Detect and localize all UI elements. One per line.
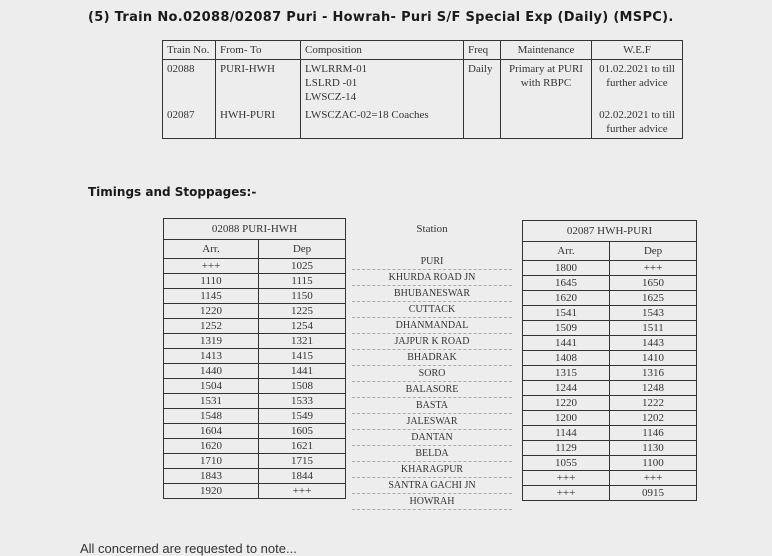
arrival-time: 1408 <box>523 351 610 366</box>
departure-time: 1621 <box>259 439 346 454</box>
down-title-row <box>164 219 346 240</box>
departure-time: 0915 <box>610 486 697 501</box>
arrival-time: +++ <box>164 259 259 274</box>
header-maintenance: Maintenance <box>501 41 592 60</box>
station-name: DHANMANDAL <box>352 318 512 334</box>
from-to-cell: HWH-PURI <box>216 106 301 139</box>
table-row <box>164 334 346 349</box>
composition-header-row <box>163 41 683 60</box>
departure-time: +++ <box>610 471 697 486</box>
departure-time: 1115 <box>259 274 346 289</box>
up-subheader-row <box>523 242 697 261</box>
arrival-time: +++ <box>523 471 610 486</box>
header-composition: Composition <box>301 41 464 60</box>
train-no-cell: 02088 <box>163 60 216 107</box>
station-name: JALESWAR <box>352 414 512 430</box>
departure-time: 1316 <box>610 366 697 381</box>
table-row <box>164 349 346 364</box>
departure-time: 1222 <box>610 396 697 411</box>
departure-time: 1549 <box>259 409 346 424</box>
freq-cell: Daily <box>464 60 501 139</box>
table-row <box>164 484 346 499</box>
table-row <box>523 351 697 366</box>
composition-line: LWLRRM-01 <box>305 63 368 75</box>
table-row <box>164 259 346 274</box>
station-name: CUTTACK <box>352 302 512 318</box>
arrival-time: 1441 <box>523 336 610 351</box>
arrival-time: 1144 <box>523 426 610 441</box>
departure-time: 1511 <box>610 321 697 336</box>
down-subheader-row <box>164 240 346 259</box>
station-name: JAJPUR K ROAD <box>352 334 512 350</box>
departure-time: 1605 <box>259 424 346 439</box>
train-no-cell: 02087 <box>163 106 216 139</box>
departure-time: 1533 <box>259 394 346 409</box>
table-row <box>523 471 697 486</box>
station-column <box>352 218 512 510</box>
arrival-time: 1604 <box>164 424 259 439</box>
arrival-time: 1413 <box>164 349 259 364</box>
arrival-time: 1440 <box>164 364 259 379</box>
header-wef: W.E.F <box>592 41 683 60</box>
down-timings-table <box>163 218 346 499</box>
arrival-time: 1252 <box>164 319 259 334</box>
arrival-time: 1145 <box>164 289 259 304</box>
table-row <box>523 336 697 351</box>
arrival-time: 1531 <box>164 394 259 409</box>
arrival-time: 1620 <box>164 439 259 454</box>
table-row <box>523 486 697 501</box>
departure-time: 1130 <box>610 441 697 456</box>
departure-time: 1202 <box>610 411 697 426</box>
departure-time: 1146 <box>610 426 697 441</box>
departure-time: 1441 <box>259 364 346 379</box>
departure-time: 1650 <box>610 276 697 291</box>
departure-time: 1025 <box>259 259 346 274</box>
arr-header: Arr. <box>523 242 610 261</box>
section-heading: (5) Train No.02088/02087 Puri - Howrah- Puri S/F Special Exp (Daily) (MSPC). <box>88 10 674 25</box>
table-row <box>164 409 346 424</box>
arrival-time: 1843 <box>164 469 259 484</box>
arrival-time: 1800 <box>523 261 610 276</box>
station-name: BELDA <box>352 446 512 462</box>
arr-header: Arr. <box>164 240 259 259</box>
maintenance-cell: Primary at PURI with RBPC <box>501 60 592 139</box>
timings-heading: Timings and Stoppages:- <box>88 185 257 199</box>
composition-row <box>163 60 683 107</box>
table-row <box>523 261 697 276</box>
station-name: BHADRAK <box>352 350 512 366</box>
station-name: BASTA <box>352 398 512 414</box>
composition-cell <box>301 106 464 139</box>
table-row <box>523 306 697 321</box>
table-row <box>164 439 346 454</box>
station-name: BALASORE <box>352 382 512 398</box>
wef-cell: 02.02.2021 to till further advice <box>592 106 683 139</box>
departure-time: 1415 <box>259 349 346 364</box>
departure-time: 1321 <box>259 334 346 349</box>
departure-time: 1844 <box>259 469 346 484</box>
departure-time: 1254 <box>259 319 346 334</box>
arrival-time: 1200 <box>523 411 610 426</box>
station-name: SANTRA GACHI JN <box>352 478 512 494</box>
arrival-time: 1710 <box>164 454 259 469</box>
arrival-time: 1548 <box>164 409 259 424</box>
station-name: SORO <box>352 366 512 382</box>
station-name: KHURDA ROAD JN <box>352 270 512 286</box>
table-row <box>523 366 697 381</box>
composition-row <box>163 106 683 139</box>
arrival-time: 1509 <box>523 321 610 336</box>
dep-header: Dep <box>259 240 346 259</box>
arrival-time: 1541 <box>523 306 610 321</box>
table-row <box>523 321 697 336</box>
dep-header: Dep <box>610 242 697 261</box>
table-row <box>523 276 697 291</box>
arrival-time: +++ <box>523 486 610 501</box>
composition-cell <box>301 60 464 107</box>
composition-line: LWSCZ-14 <box>305 91 357 103</box>
table-row <box>164 319 346 334</box>
header-freq: Freq <box>464 41 501 60</box>
table-row <box>164 454 346 469</box>
arrival-time: 1129 <box>523 441 610 456</box>
departure-time: +++ <box>259 484 346 499</box>
table-row <box>164 424 346 439</box>
departure-time: 1248 <box>610 381 697 396</box>
arrival-time: 1920 <box>164 484 259 499</box>
table-row <box>523 411 697 426</box>
header-train-no: Train No. <box>163 41 216 60</box>
departure-time: 1625 <box>610 291 697 306</box>
departure-time: 1508 <box>259 379 346 394</box>
departure-time: 1225 <box>259 304 346 319</box>
station-name: DANTAN <box>352 430 512 446</box>
table-row <box>164 364 346 379</box>
station-name: BHUBANESWAR <box>352 286 512 302</box>
table-row <box>523 456 697 471</box>
arrival-time: 1315 <box>523 366 610 381</box>
departure-time: +++ <box>610 261 697 276</box>
departure-time: 1443 <box>610 336 697 351</box>
departure-time: 1410 <box>610 351 697 366</box>
arrival-time: 1110 <box>164 274 259 289</box>
from-to-cell: PURI-HWH <box>216 60 301 107</box>
arrival-time: 1620 <box>523 291 610 306</box>
arrival-time: 1504 <box>164 379 259 394</box>
arrival-time: 1220 <box>523 396 610 411</box>
up-timings-table <box>522 220 697 501</box>
composition-line: LWSCZAC-02=18 Coaches <box>305 109 429 121</box>
arrival-time: 1220 <box>164 304 259 319</box>
station-name: KHARAGPUR <box>352 462 512 478</box>
table-row <box>523 426 697 441</box>
footer-note: All concerned are requested to note... <box>80 541 297 556</box>
departure-time: 1100 <box>610 456 697 471</box>
table-row <box>164 304 346 319</box>
wef-cell: 01.02.2021 to till further advice <box>592 60 683 107</box>
station-name: HOWRAH <box>352 494 512 510</box>
header-from-to: From- To <box>216 41 301 60</box>
table-row <box>523 291 697 306</box>
up-train-title: 02087 HWH-PURI <box>523 221 697 242</box>
arrival-time: 1055 <box>523 456 610 471</box>
departure-time: 1715 <box>259 454 346 469</box>
table-row <box>523 381 697 396</box>
table-row <box>164 379 346 394</box>
up-title-row <box>523 221 697 242</box>
table-row <box>523 441 697 456</box>
arrival-time: 1319 <box>164 334 259 349</box>
arrival-time: 1244 <box>523 381 610 396</box>
table-row <box>164 394 346 409</box>
composition-table <box>162 40 683 139</box>
table-row <box>164 289 346 304</box>
table-row <box>164 469 346 484</box>
arrival-time: 1645 <box>523 276 610 291</box>
table-row <box>164 274 346 289</box>
table-row <box>523 396 697 411</box>
departure-time: 1543 <box>610 306 697 321</box>
composition-line: LSLRD -01 <box>305 77 358 89</box>
down-train-title: 02088 PURI-HWH <box>164 219 346 240</box>
station-name: PURI <box>352 254 512 270</box>
departure-time: 1150 <box>259 289 346 304</box>
station-header: Station <box>416 223 448 235</box>
